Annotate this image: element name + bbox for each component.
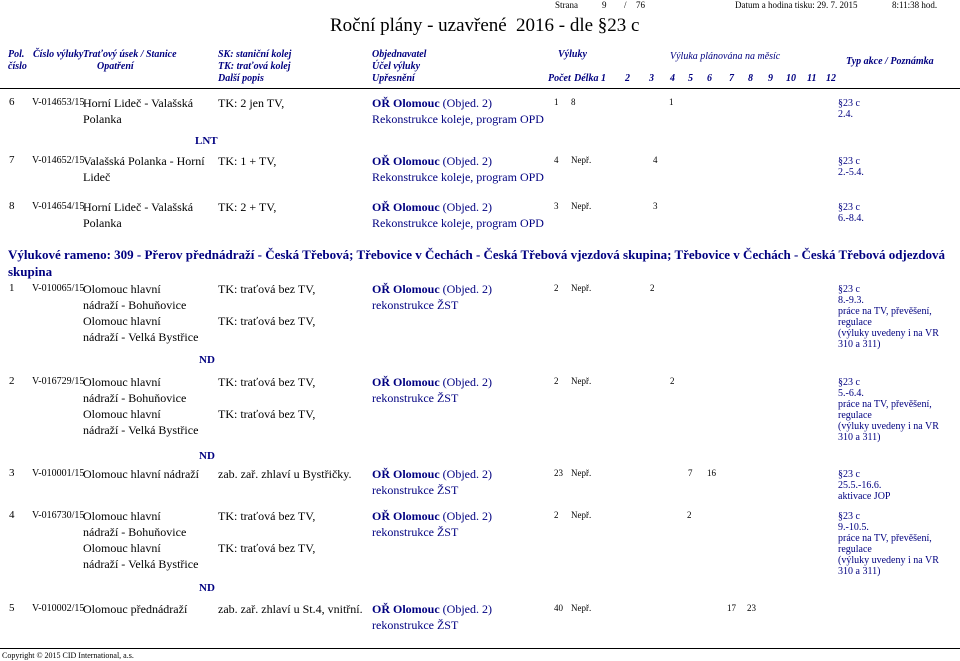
- row-length: Nepř.: [571, 283, 592, 293]
- row-number: 2: [9, 375, 15, 387]
- marker-nd: ND: [199, 582, 215, 594]
- row-count: 2: [554, 510, 559, 520]
- row-count: 2: [554, 283, 559, 293]
- month-header: 8: [748, 73, 753, 84]
- row-id: V-016730/15: [32, 510, 85, 521]
- row-id: V-014652/15: [32, 155, 85, 166]
- month-header: 10: [786, 73, 796, 84]
- row-note: §23 c 6.-8.4.: [838, 202, 864, 224]
- row-id: V-016729/15: [32, 376, 85, 387]
- col-plan: Výluka plánována na měsíc: [670, 51, 781, 62]
- col-vyluky: Výluky: [558, 49, 587, 60]
- row-number: 6: [9, 96, 15, 108]
- month-header: 12: [826, 73, 836, 84]
- row-note: §23 c 25.5.-16.6. aktivace JOP: [838, 469, 891, 502]
- col-objednavatel: Objednavatel Účel výluky Upřesnění: [372, 49, 427, 84]
- print-date: Datum a hodina tisku: 29. 7. 2015: [735, 0, 858, 10]
- page-separator: /: [624, 0, 627, 10]
- row-month-2: 23: [747, 603, 756, 613]
- row-purpose: rekonstrukce ŽST: [372, 298, 459, 312]
- row-count: 2: [554, 376, 559, 386]
- row-org-suffix: (Objed. 2): [439, 375, 492, 389]
- month-header: 2: [625, 73, 630, 84]
- row-track: TK: traťová bez TV, TK: traťová bez TV,: [218, 375, 316, 421]
- row-length: Nepř.: [571, 603, 592, 613]
- row-organisation: [372, 281, 492, 297]
- row-org-suffix: (Objed. 2): [439, 282, 492, 296]
- row-purpose: rekonstrukce ŽST: [372, 483, 459, 497]
- row-organisation: [372, 508, 492, 524]
- row-organisation: [372, 466, 492, 482]
- row-org-name: OŘ Olomouc: [372, 282, 440, 296]
- row-length: Nepř.: [571, 510, 592, 520]
- row-note: §23 c 5.-6.4. práce na TV, převěšení, regulace (výluky uvedeny i na VR 310 a 311): [838, 377, 939, 443]
- row-section: Olomouc hlavní nádraží: [83, 467, 199, 481]
- page-current: 9: [602, 0, 607, 10]
- row-number: 8: [9, 200, 15, 212]
- row-section: Valašská Polanka - Horní Lideč: [83, 154, 205, 184]
- row-purpose: rekonstrukce ŽST: [372, 618, 459, 632]
- row-id: V-010001/15: [32, 468, 85, 479]
- row-count: 4: [554, 155, 559, 165]
- row-number: 7: [9, 154, 15, 166]
- row-id: V-014654/15: [32, 201, 85, 212]
- row-section: Olomouc hlavní nádraží - Bohuňovice Olomouc hlavní nádraží - Velká Bystřice: [83, 509, 199, 571]
- row-length: Nepř.: [571, 155, 592, 165]
- row-section: Horní Lideč - Valašská Polanka: [83, 96, 194, 126]
- row-organisation: [372, 153, 492, 169]
- row-month: 3: [653, 201, 658, 211]
- month-header: 5: [688, 73, 693, 84]
- row-section: Olomouc přednádraží: [83, 602, 188, 616]
- row-organisation: [372, 199, 492, 215]
- col-pol: Pol. číslo: [8, 49, 27, 72]
- row-org-suffix: (Objed. 2): [439, 200, 492, 214]
- row-organisation: [372, 601, 492, 617]
- row-section: Olomouc hlavní nádraží - Bohuňovice Olomouc hlavní nádraží - Velká Bystřice: [83, 282, 199, 344]
- row-note: §23 c 2.4.: [838, 98, 860, 120]
- row-organisation: [372, 374, 492, 390]
- page-label: Strana: [555, 0, 578, 10]
- row-number: 3: [9, 467, 15, 479]
- row-month: 17: [727, 603, 736, 613]
- row-section: Horní Lideč - Valašská Polanka: [83, 200, 194, 230]
- row-purpose: rekonstrukce ŽST: [372, 525, 459, 539]
- marker-lnt: LNT: [195, 135, 218, 147]
- col-delka: Délka: [574, 73, 599, 84]
- row-track: TK: traťová bez TV, TK: traťová bez TV,: [218, 282, 316, 328]
- copyright: Copyright © 2015 CID International, a.s.: [2, 651, 134, 660]
- row-month: 2: [650, 283, 655, 293]
- row-org-suffix: (Objed. 2): [439, 96, 492, 110]
- row-org-name: OŘ Olomouc: [372, 509, 440, 523]
- row-section: Olomouc hlavní nádraží - Bohuňovice Olomouc hlavní nádraží - Velká Bystřice: [83, 375, 199, 437]
- row-count: 40: [554, 603, 563, 613]
- row-length: 8: [571, 97, 576, 107]
- footer-divider: [0, 648, 960, 649]
- col-cislo: Číslo výluky: [33, 49, 84, 60]
- row-purpose: Rekonstrukce koleje, program OPD: [372, 170, 544, 184]
- month-header: 9: [768, 73, 773, 84]
- row-month: 7: [688, 468, 693, 478]
- header-divider: [0, 88, 960, 89]
- row-month: 4: [653, 155, 658, 165]
- row-org-name: OŘ Olomouc: [372, 375, 440, 389]
- col-sk: SK: staniční kolej TK: traťová kolej Další popis: [218, 49, 292, 84]
- row-length: Nepř.: [571, 468, 592, 478]
- month-header: 1: [601, 73, 606, 84]
- row-month: 2: [687, 510, 692, 520]
- page-total: 76: [636, 0, 645, 10]
- row-org-name: OŘ Olomouc: [372, 602, 440, 616]
- month-header: 3: [649, 73, 654, 84]
- col-typ: Typ akce / Poznámka: [846, 56, 934, 67]
- marker-nd: ND: [199, 450, 215, 462]
- row-purpose: Rekonstrukce koleje, program OPD: [372, 216, 544, 230]
- row-month: 1: [669, 97, 674, 107]
- row-org-suffix: (Objed. 2): [439, 602, 492, 616]
- row-org-suffix: (Objed. 2): [439, 154, 492, 168]
- row-id: V-010002/15: [32, 603, 85, 614]
- row-number: 1: [9, 282, 15, 294]
- row-month-2: 16: [707, 468, 716, 478]
- row-org-suffix: (Objed. 2): [439, 467, 492, 481]
- row-id: V-014653/15: [32, 97, 85, 108]
- row-count: 3: [554, 201, 559, 211]
- row-month: 2: [670, 376, 675, 386]
- row-length: Nepř.: [571, 201, 592, 211]
- row-track: zab. zař. zhlaví u St.4, vnitřní.: [218, 602, 363, 616]
- row-org-name: OŘ Olomouc: [372, 96, 440, 110]
- row-org-suffix: (Objed. 2): [439, 509, 492, 523]
- row-track: TK: traťová bez TV, TK: traťová bez TV,: [218, 509, 316, 555]
- row-track: zab. zař. zhlaví u Bystřičky.: [218, 467, 352, 481]
- page-subtitle: 2016 - dle §23 c: [516, 15, 640, 36]
- marker-nd: ND: [199, 354, 215, 366]
- row-track: TK: 2 jen TV,: [218, 96, 285, 110]
- row-track: TK: 2 + TV,: [218, 200, 277, 214]
- row-org-name: OŘ Olomouc: [372, 467, 440, 481]
- col-pocet: Počet: [548, 73, 571, 84]
- row-length: Nepř.: [571, 376, 592, 386]
- row-note: §23 c 9.-10.5. práce na TV, převěšení, regulace (výluky uvedeny i na VR 310 a 311): [838, 511, 939, 577]
- section-header: Výlukové rameno: 309 - Přerov přednádraží - Česká Třebová; Třebovice v Čechách - Česká Třebová vjezdová skupina; Třebovice v Čechách - Česká Třebová odjezdová skupina: [8, 247, 946, 279]
- month-header: 11: [807, 73, 817, 84]
- row-count: 1: [554, 97, 559, 107]
- row-purpose: Rekonstrukce koleje, program OPD: [372, 112, 544, 126]
- row-track: TK: 1 + TV,: [218, 154, 277, 168]
- col-trat: Traťový úsek / Stanice Opatření: [83, 49, 177, 72]
- month-header: 4: [670, 73, 675, 84]
- row-organisation: [372, 95, 492, 111]
- print-time: 8:11:38 hod.: [892, 0, 938, 10]
- row-note: §23 c 2.-5.4.: [838, 156, 864, 178]
- month-header: 7: [729, 73, 734, 84]
- row-number: 5: [9, 602, 15, 614]
- row-org-name: OŘ Olomouc: [372, 154, 440, 168]
- row-id: V-010065/15: [32, 283, 85, 294]
- row-purpose: rekonstrukce ŽST: [372, 391, 459, 405]
- page-title: Roční plány - uzavřené: [330, 15, 507, 36]
- row-number: 4: [9, 509, 15, 521]
- month-header: 6: [707, 73, 712, 84]
- row-org-name: OŘ Olomouc: [372, 200, 440, 214]
- row-count: 23: [554, 468, 563, 478]
- row-note: §23 c 8.-9.3. práce na TV, převěšení, regulace (výluky uvedeny i na VR 310 a 311): [838, 284, 939, 350]
